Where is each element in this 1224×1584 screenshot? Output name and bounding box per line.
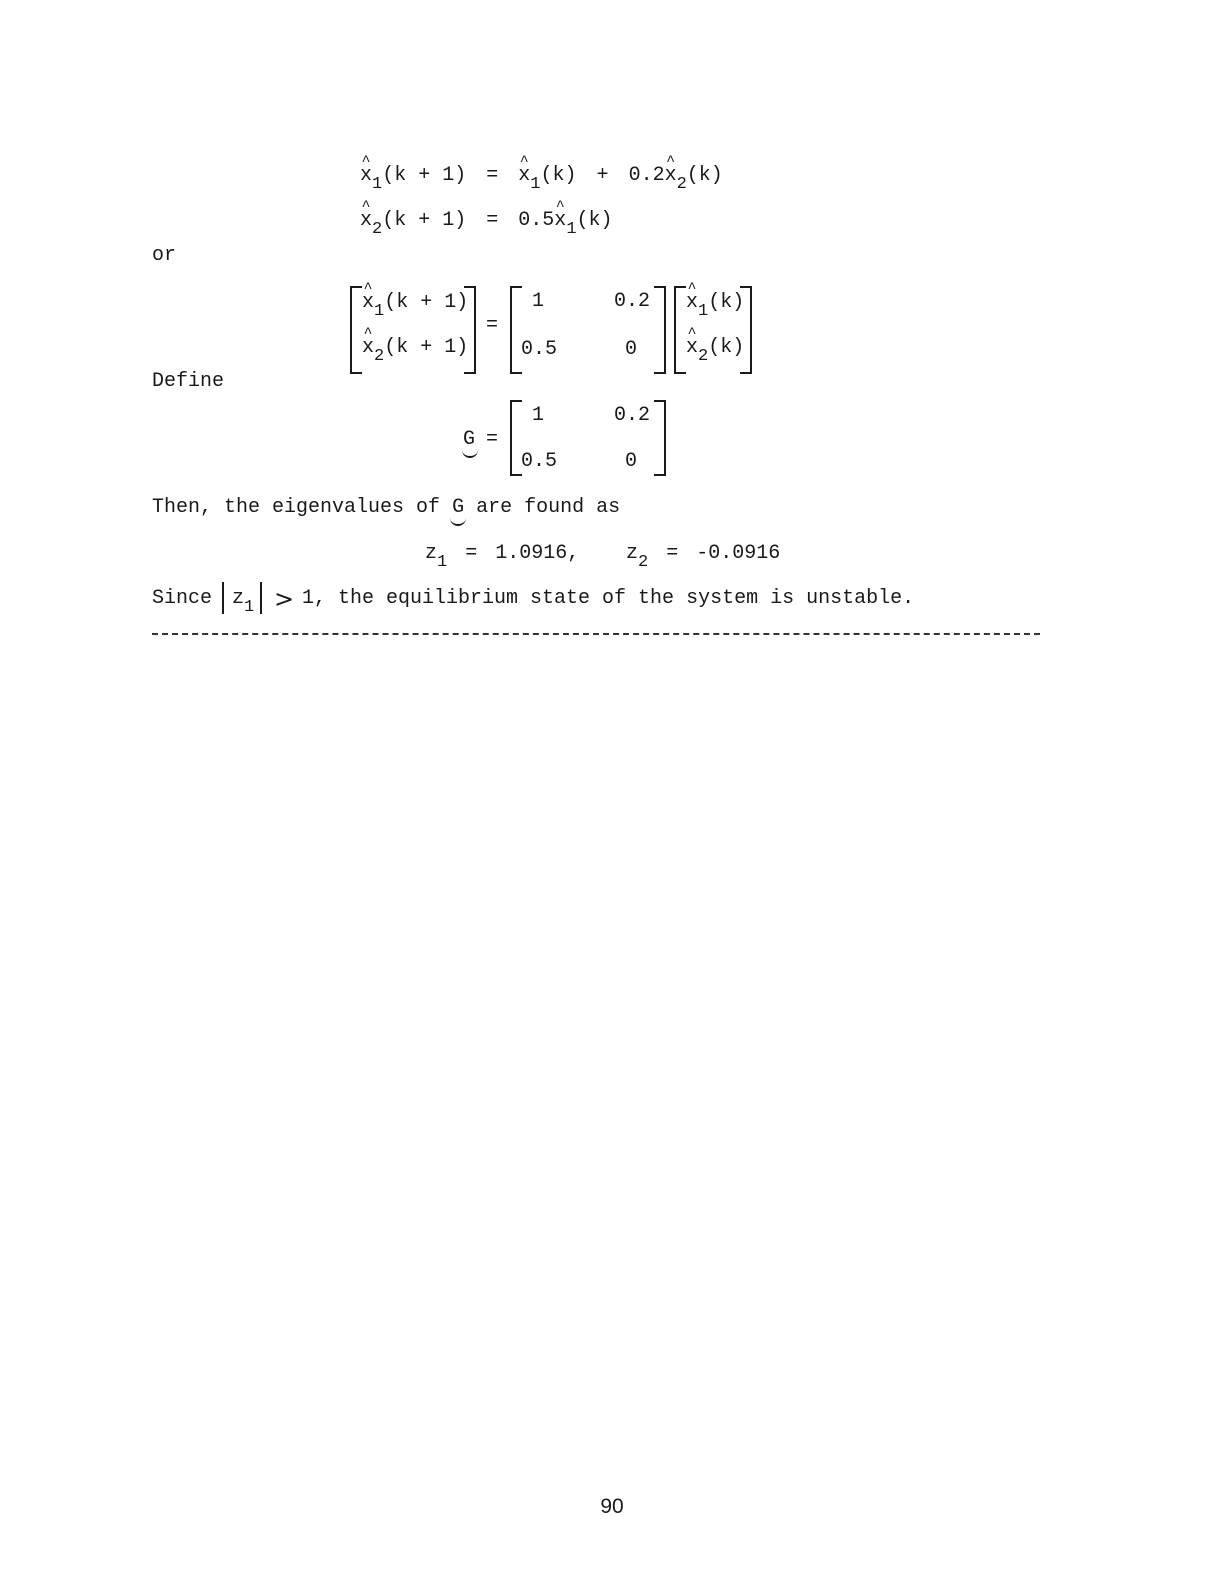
matrix-right-bracket — [654, 286, 666, 374]
matrix-cell-1-1: 1 — [532, 290, 545, 313]
g-cell-2-1: 0.5 — [521, 450, 558, 473]
since-rest: 1, the equilibrium state of the system is unstable. — [302, 587, 915, 610]
g-cell-1-2: 0.2 — [614, 404, 651, 427]
g-equals: = — [486, 428, 499, 451]
equation-x1-update: ^ $x_1(k + 1)$ = ^ $x_1(k)$ + 0.2^ $x_2(k)$ — [360, 166, 723, 186]
sentence-eigenvalues: Then, the eigenvalues of G are found as — [152, 498, 620, 518]
rhs-row-2: ^ $x_2(k)$ — [686, 338, 744, 358]
abs-bar-left — [222, 582, 224, 614]
matrix-cell-2-1: 0.5 — [521, 338, 558, 361]
section-divider-dashed — [152, 633, 1040, 635]
g-symbol-inline: G — [452, 496, 465, 519]
matrix-equals: = — [486, 314, 499, 337]
page-number: 90 — [600, 1495, 624, 1518]
since-word: Since — [152, 587, 213, 610]
eigenvalue-z1: $z_1 = 1.0916$, — [425, 542, 580, 572]
lhs-right-bracket — [464, 286, 476, 374]
lhs-row-1: ^ $x_1(k + 1)$ — [362, 293, 468, 313]
eigenvalue-z2: $z_2 = -0.0916$ — [626, 542, 781, 572]
lhs-row-2: ^ $x_2(k + 1)$ — [362, 338, 468, 358]
rhs-right-bracket — [740, 286, 752, 374]
rhs-left-bracket — [674, 286, 686, 374]
abs-bar-right — [260, 582, 262, 614]
lhs-left-bracket — [350, 286, 362, 374]
g-cell-2-2: 0 — [625, 450, 638, 473]
rhs-row-1: ^ $x_1(k)$ — [686, 293, 744, 313]
label-or: or — [152, 244, 177, 267]
g-inline-tilde — [450, 518, 466, 526]
label-define: Define — [152, 370, 225, 393]
g-right-bracket — [654, 400, 666, 476]
g-symbol: G — [463, 428, 476, 451]
equation-x2-update: ^ $x_2(k + 1)$ = 0.5^ $x_1(k)$ — [360, 211, 613, 231]
matrix-cell-1-2: 0.2 — [614, 290, 651, 313]
g-cell-1-1: 1 — [532, 404, 545, 427]
g-underline-tilde — [462, 450, 478, 458]
greater-than: > — [274, 585, 295, 613]
matrix-cell-2-2: 0 — [625, 338, 638, 361]
since-z1: $z_1$ — [232, 587, 255, 617]
